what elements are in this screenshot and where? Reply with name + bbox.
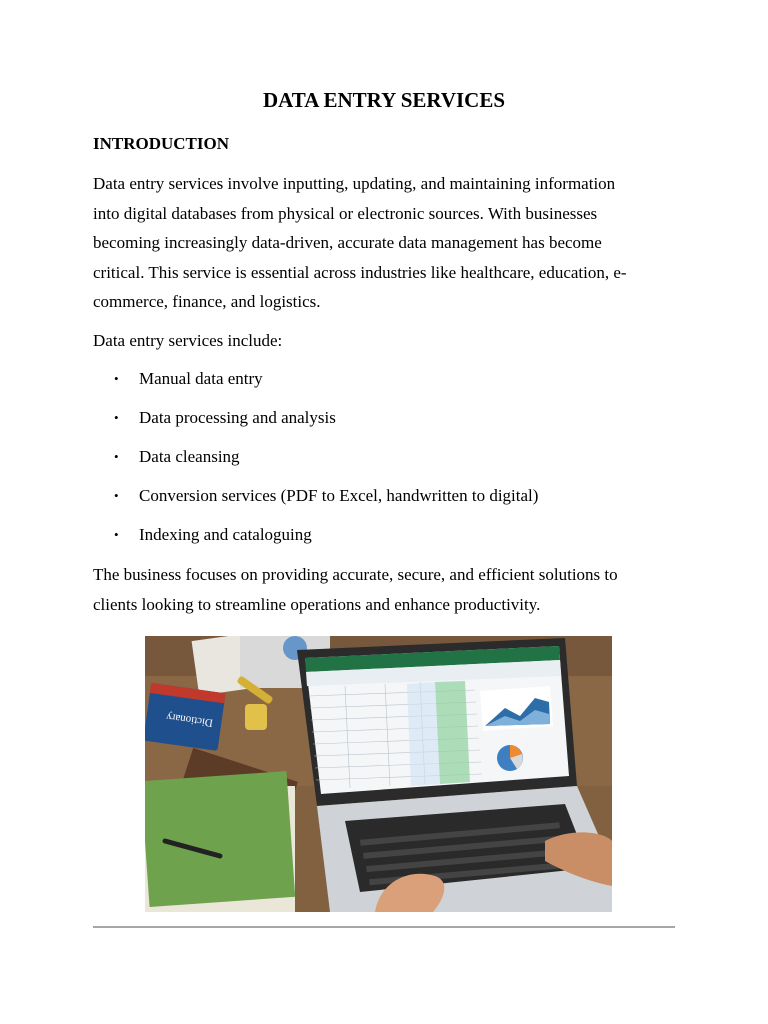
list-item-text: Manual data entry [139,369,263,388]
intro-line: into digital databases from physical or electronic sources. With businesses [93,203,598,223]
closing-line: The business focuses on providing accurate, secure, and efficient solutions to [93,565,618,584]
list-item-text: Data cleansing [139,447,240,466]
page-title: DATA ENTRY SERVICES [262,88,506,112]
photo-illustration [145,636,612,912]
laptop-spreadsheet-photo [145,636,612,912]
bullet-icon: • [114,449,119,464]
dictionary-book [145,683,226,751]
bullet-icon: • [114,410,119,425]
intro-line: becoming increasingly data-driven, accurate data management has become [93,233,602,252]
services-list-intro: Data entry services include: [93,331,283,350]
list-item-text: Indexing and cataloguing [139,525,312,544]
bullet-icon: • [114,527,119,542]
closing-paragraph [93,560,678,619]
list-item-text: Data processing and analysis [139,408,336,427]
section-heading-introduction: INTRODUCTION [93,134,230,153]
footer-divider [93,926,675,928]
dictionary-spine-text: Dictionary [165,710,214,729]
intro-paragraph [93,169,678,317]
intro-line: critical. This service is essential across industries like healthcare, education, e- [93,262,627,282]
bullet-icon: • [114,488,119,503]
laptop [297,638,612,912]
bullet-icon: • [114,371,119,386]
green-notebook [145,771,295,912]
closing-line: clients looking to streamline operations and enhance productivity. [93,594,541,614]
list-item-text: Conversion services (PDF to Excel, handwritten to digital) [139,486,539,505]
intro-line: commerce, finance, and logistics. [93,292,321,311]
intro-line: Data entry services involve inputting, updating, and maintaining information [93,174,616,193]
